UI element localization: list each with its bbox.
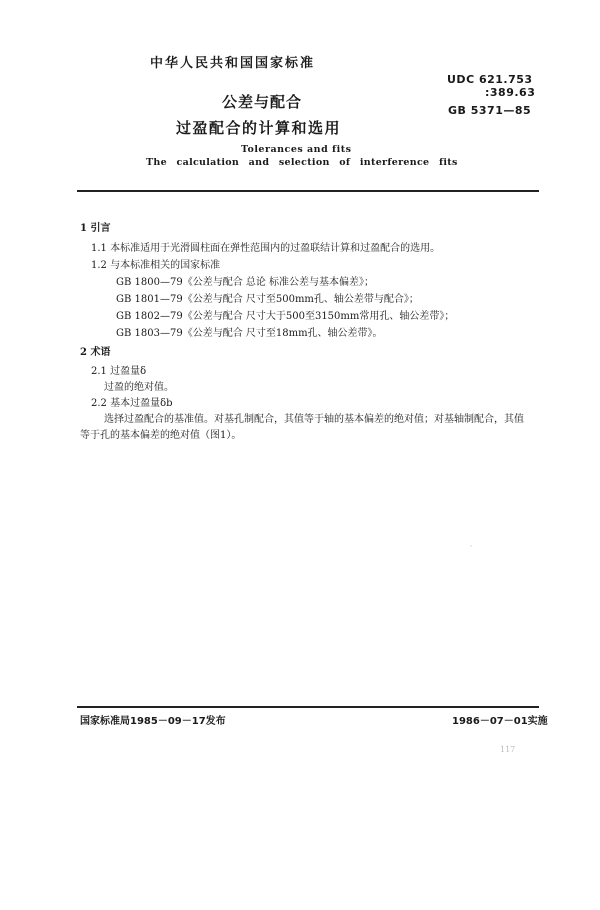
- reference-item: GB 1802—79《公差与配合 尺寸大于500至3150mm常用孔、轴公差带》；: [116, 311, 455, 322]
- section-2-heading: 2 术语: [80, 347, 111, 358]
- clause-2-2-text-line1: 选择过盈配合的基准值。对基孔制配合，其值等于轴的基本偏差的绝对值；对基轴制配合，其值: [104, 414, 524, 425]
- scan-speck: [470, 545, 472, 547]
- page-number: 117: [500, 745, 516, 754]
- title-cn-main: 公差与配合: [222, 93, 303, 111]
- issuing-country-header: 中华人民共和国国家标准: [150, 56, 316, 71]
- clause-2-1: 2.1 过盈量δ: [91, 366, 147, 377]
- clause-2-1-text: 过盈的绝对值。: [104, 382, 174, 393]
- effective-date: 1986－07－01实施: [452, 716, 548, 727]
- udc-code: UDC 621.753: [447, 73, 533, 86]
- title-en-main: Tolerances and fits: [241, 144, 352, 155]
- clause-1-1: 1.1 本标准适用于光滑圆柱面在弹性范围内的过盈联结计算和过盈配合的选用。: [91, 243, 441, 254]
- issue-date: 国家标准局1985－09－17发布: [80, 716, 226, 727]
- section-1-heading: 1 引言: [80, 223, 111, 234]
- reference-item: GB 1803—79《公差与配合 尺寸至18mm孔、轴公差带》。: [116, 328, 383, 339]
- udc-code-sub: :389.63: [485, 86, 536, 99]
- title-cn-sub: 过盈配合的计算和选用: [176, 119, 342, 137]
- reference-item: GB 1801—79《公差与配合 尺寸至500mm孔、轴公差带与配合》；: [116, 294, 419, 305]
- gb-standard-code: GB 5371—85: [448, 104, 532, 117]
- clause-2-2: 2.2 基本过盈量δb: [91, 398, 173, 409]
- header-divider: [77, 190, 539, 192]
- title-en-sub: The calculation and selection of interference fits: [146, 157, 458, 168]
- reference-item: GB 1800—79《公差与配合 总论 标准公差与基本偏差》；: [116, 277, 375, 288]
- clause-1-2: 1.2 与本标准相关的国家标准: [91, 260, 221, 271]
- footer-divider: [77, 706, 539, 708]
- clause-2-2-text-line2: 等于孔的基本偏差的绝对值（图1）。: [80, 430, 242, 441]
